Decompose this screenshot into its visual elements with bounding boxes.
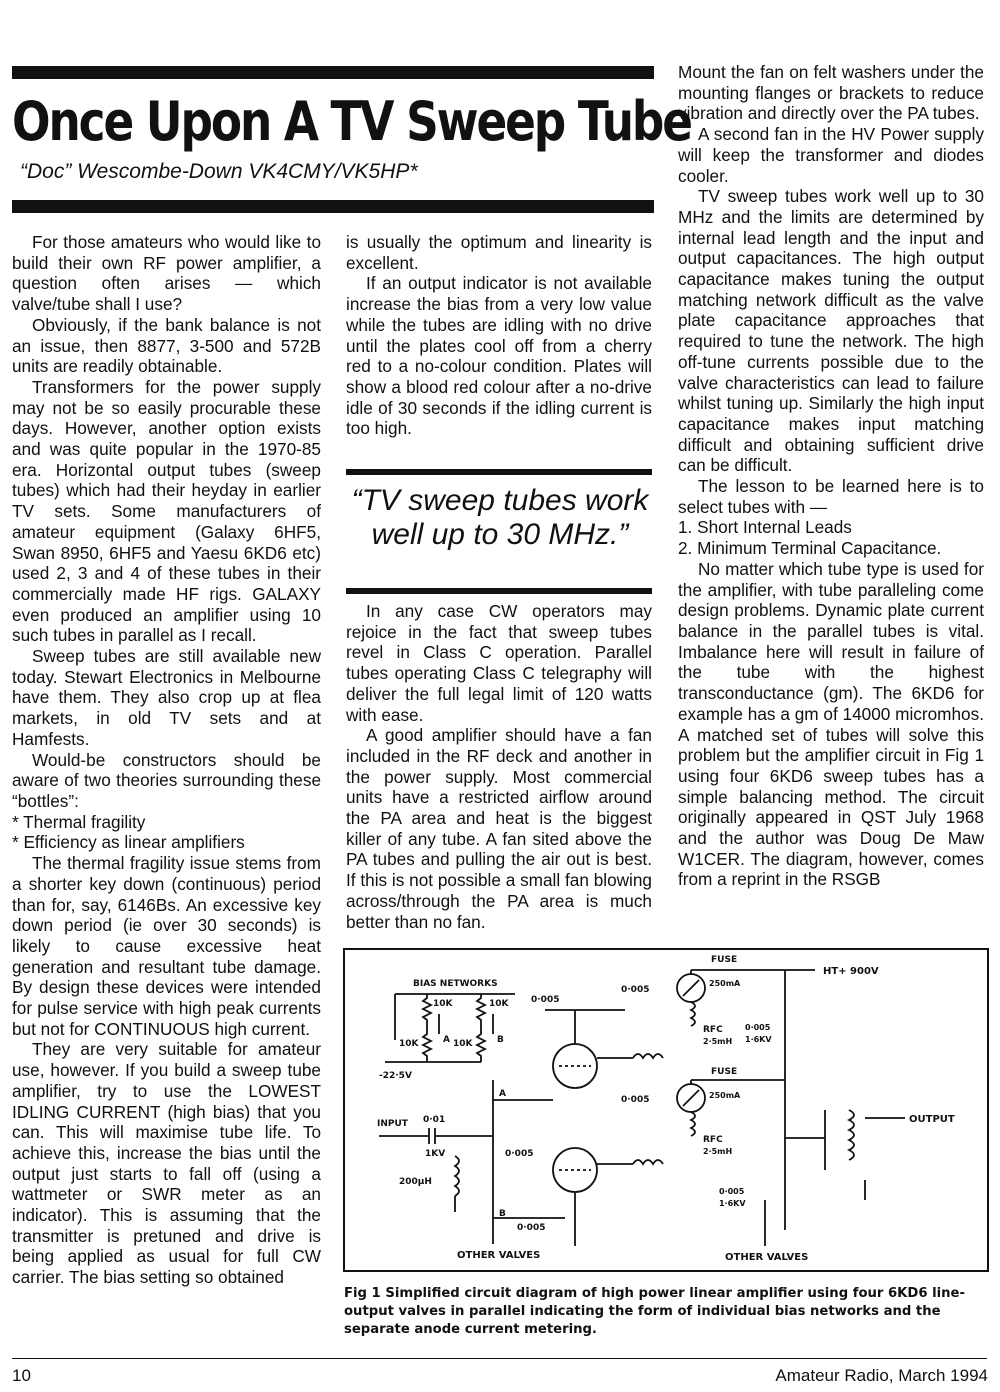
rfc-upper xyxy=(691,1002,695,1026)
figure-caption: Fig 1 Simplified circuit diagram of high power linear amplifier using four 6KD6 line-output valves in parallel indicating the form of individual bias networks and the separate anode current metering. xyxy=(344,1286,965,1337)
pullquote-bottom-rule xyxy=(346,588,652,594)
pull-quote: “TV sweep tubes work well up to 30 MHz.” xyxy=(351,484,649,551)
rfc-label: RFC xyxy=(703,1025,723,1035)
parasitic-choke xyxy=(633,1160,663,1164)
node-b-label: B xyxy=(497,1035,504,1045)
col2-paragraph: If an output indicator is not available increase the bias from a very low value while the tubes are idling with no drive until the plates cool off from a cherry red to a no-colour condition. Plates will show a blood red colour after a no-drive idle of 30 seconds if the idling current is too high. xyxy=(346,273,652,439)
rfc-lower xyxy=(691,1112,695,1136)
resistor-label: 10K xyxy=(433,999,453,1009)
capacitor-label: 0·005 xyxy=(505,1149,534,1159)
output-label: OUTPUT xyxy=(909,1114,955,1125)
col1-paragraph: Would-be constructors should be aware of two theories surrounding these “bottles”: xyxy=(12,749,321,811)
parasitic-choke xyxy=(633,1054,663,1058)
meter-needle xyxy=(683,1090,699,1106)
column-2-top xyxy=(346,232,652,439)
meter-range: 250mA xyxy=(709,1091,741,1100)
col1-bullet: * Efficiency as linear amplifiers xyxy=(12,832,245,853)
title-top-rule xyxy=(12,66,654,79)
resistor-10k xyxy=(423,994,431,1030)
title-bottom-rule xyxy=(12,200,654,213)
capacitor-label: 0·005 xyxy=(517,1223,546,1233)
capacitor-label: 0·005 xyxy=(719,1187,745,1196)
column-3 xyxy=(678,62,984,890)
resistor-label: 10K xyxy=(399,1039,419,1049)
resistor-10k xyxy=(423,1030,431,1062)
rfc-label: RFC xyxy=(703,1135,723,1145)
col3-list-item: 1. Short Internal Leads xyxy=(678,517,852,538)
input-cap-label: 0·01 xyxy=(423,1115,446,1125)
bias-networks-label: BIAS NETWORKS xyxy=(413,979,498,989)
circuit-diagram xyxy=(343,948,989,1272)
page-number: 10 xyxy=(12,1366,31,1385)
col1-paragraph: They are very suitable for amateur use, however. If you build a sweep tube amplifier, try to use the LOWEST IDLING CURRENT (high bias) that you can. This will maximise tube life. To achieve this, increase the bias until the output just starts to fall off (using a wattmeter or SWR meter as an indicator). This is assuming that the transmitter is pretuned and drive is being applied as usual for full CW carrier. The bias setting so obtained xyxy=(12,1039,321,1288)
col3-paragraph: No matter which tube type is used for the amplifier, with tube paralleling come design problems. Dynamic plate current balance in the parallel tubes is vital. Imbalance here will result in failure of the tube with the highest transconductance (gm). The 6KD6 for example has a gm of 14000 micromhos. A matched set of tubes will solve this problem but the amplifier circuit in Fig 1 using four 6KD6 sweep tubes has a simple balancing method. The circuit originally appeared in QST July 1968 and the author was Doug De Maw W1CER. The diagram, however, comes from a reprint in the RSGB xyxy=(678,558,984,890)
capacitor-label: 0·005 xyxy=(621,1095,650,1105)
publication-info: Amateur Radio, March 1994 xyxy=(775,1366,988,1385)
col2-paragraph: In any case CW operators may rejoice in the fact that sweep tubes revel in Class C operation. Parallel tubes operating Class C telegraphy will deliver the full legal limit of 120 watts with ease. xyxy=(346,601,652,725)
capacitor-label: 0·005 xyxy=(531,995,560,1005)
node-a2-label: A xyxy=(499,1089,506,1099)
article-title: Once Upon A TV Sweep Tube xyxy=(12,90,691,153)
col1-paragraph: The thermal fragility issue stems from a shorter key down (continuous) period than for, say, 6146Bs. An excessive key down period (ie over 30 seconds) is likely to cause excessive heat generation and resultant tube damage. By design these devices were intended for pulse service with high peak currents but not for CONTINUOUS high current. xyxy=(12,853,321,1039)
resistor-10k xyxy=(477,1030,485,1062)
col1-paragraph: For those amateurs who would like to build their own RF power amplifier, a question often arises — which valve/tube shall I use? xyxy=(12,232,321,315)
circuit-diagram-svg xyxy=(345,950,987,1270)
col1-paragraph: Transformers for the power supply may not be so easily procurable these days. However, another option exists and was quite popular in the 1970-85 era. Horizontal output tubes (sweep tubes) which had their heyday in earlier TV sets. Some manufacturers of amateur equipment (Galaxy 6HF5, Swan 8950, 6HF5 and Yaesu 6KD6 etc) used 2, 3 and 4 of these tubes in their commercially made HF rigs. GALAXY even produced an amplifier using 10 such tubes in parallel as I recall. xyxy=(12,376,321,646)
col3-paragraph: Mount the fan on felt washers under the mounting flanges or brackets to reduce vibration and directly over the PA tubes. xyxy=(678,62,984,124)
capacitor-voltage: 1·6KV xyxy=(745,1035,772,1044)
capacitor-label: 0·005 xyxy=(621,985,650,995)
tank-coil xyxy=(849,1110,854,1160)
node-b2-label: B xyxy=(499,1209,506,1219)
col1-paragraph: Sweep tubes are still available new today. Stewart Electronics in Melbourne have them. They also crop up at flea markets, in old TV sets and at Hamfests. xyxy=(12,646,321,749)
footer-rule xyxy=(12,1358,987,1359)
resistor-label: 10K xyxy=(489,999,509,1009)
resistor-10k xyxy=(477,994,485,1030)
input-inductor-label: 200µH xyxy=(399,1177,432,1187)
col3-paragraph: The lesson to be learned here is to select tubes with — xyxy=(678,476,984,517)
col2-paragraph: is usually the optimum and linearity is excellent. xyxy=(346,232,652,273)
col3-paragraph: TV sweep tubes work well up to 30 MHz and the limits are determined by internal lead length and the input and output capacitances. The high output capacitance makes tuning the output matching network difficult as the valve plate capacitance approaches that required to tune the network. The high off-tune currents possible due to the valve characteristics can lead to failure whilst tuning up. Similarly the high input capacitance makes input matching difficult and obtaining sufficient drive can be difficult. xyxy=(678,186,984,476)
meter-needle xyxy=(683,980,699,996)
col1-paragraph: Obviously, if the bank balance is not an issue, then 8877, 3-500 and 572B units are readily obtainable. xyxy=(12,314,321,377)
other-valves-label: OTHER VALVES xyxy=(725,1252,809,1263)
col1-bullet: * Thermal fragility xyxy=(12,811,146,832)
meter-range: 250mA xyxy=(709,979,741,988)
ht-label: HT+ 900V xyxy=(823,966,879,977)
other-valves-label: OTHER VALVES xyxy=(457,1250,541,1261)
column-2-bottom xyxy=(346,601,652,932)
article-byline: “Doc” Wescombe-Down VK4CMY/VK5HP* xyxy=(20,160,418,183)
input-label: INPUT xyxy=(377,1119,408,1129)
fuse-label: FUSE xyxy=(711,1067,738,1077)
capacitor-voltage: 1·6KV xyxy=(719,1199,746,1208)
pullquote-top-rule xyxy=(346,469,652,475)
fuse-label: FUSE xyxy=(711,955,738,965)
rfc-value: 2·5mH xyxy=(703,1037,733,1046)
col2-paragraph: A good amplifier should have a fan included in the RF deck and another in the power supply. Most commercial units have a restricted airflow around the PA area and heat is the biggest killer of any tube. A fan sited above the PA tubes and pulling the air out is best. If this is not possible a small fan blowing across/through the PA area is much better than no fan. xyxy=(346,725,652,932)
input-cap-voltage: 1KV xyxy=(425,1149,446,1159)
node-a-label: A xyxy=(443,1035,450,1045)
resistor-label: 10K xyxy=(453,1039,473,1049)
bias-voltage-label: -22·5V xyxy=(379,1071,412,1081)
col3-list-item: 2. Minimum Terminal Capacitance. xyxy=(678,538,942,559)
rfc-value: 2·5mH xyxy=(703,1147,733,1156)
col3-paragraph: A second fan in the HV Power supply will keep the transformer and diodes cooler. xyxy=(678,124,984,186)
input-inductor xyxy=(455,1156,459,1196)
column-1 xyxy=(12,232,321,1288)
capacitor-label: 0·005 xyxy=(745,1023,771,1032)
